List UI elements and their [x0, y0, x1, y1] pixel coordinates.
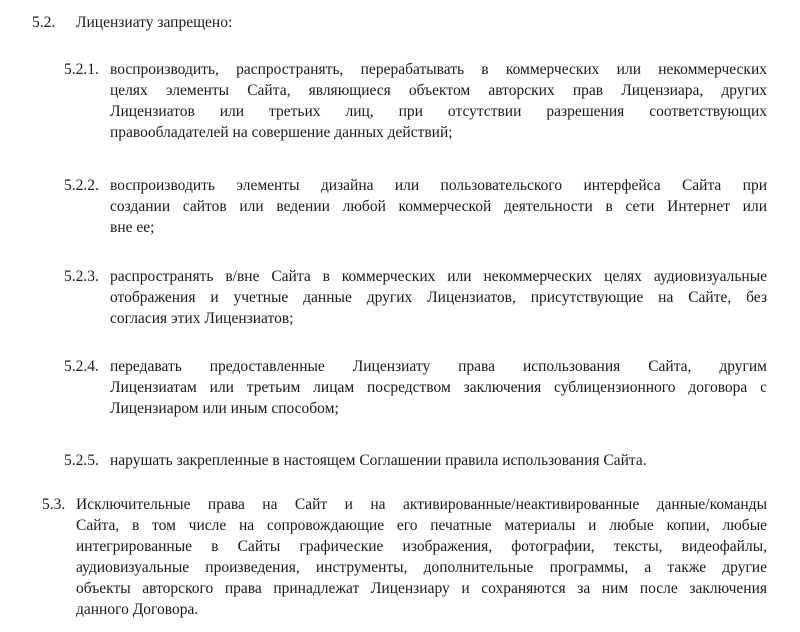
text-line: Исключительные права на Сайт и на активированные/неактивированные данные/команды [76, 496, 767, 513]
text-line: отображения и учетные данные других Лицензиатов, присутствующие на Сайте, без [110, 289, 767, 306]
text-line: правообладателей на совершение данных действий; [110, 124, 453, 141]
text-line: целях элементы Сайта, являющиеся объектом авторских прав Лицензиара, других [110, 82, 767, 99]
text-line: Сайта, в том числе на сопровождающие его печатные материалы и любые копии, любые [76, 517, 767, 534]
text-line: Лицензиатов или третьих лиц, при отсутствии разрешения соответствующих [110, 103, 767, 120]
text-line: воспроизводить, распространять, перерабатывать в коммерческих или некоммерческих [110, 61, 767, 78]
text-line: аудиовизуальные произведения, инструменты, дополнительные программы, а также другие [76, 559, 767, 576]
text-line: данного Договора. [76, 601, 199, 618]
list-item [110, 175, 767, 238]
item-number: 5.2.5. [64, 452, 99, 469]
list-item [110, 266, 767, 329]
section-number: 5.3. [42, 496, 66, 513]
item-number: 5.2.2. [64, 177, 99, 194]
text-line: интегрированные в Сайты графические изображения, фотографии, тексты, видеофайлы, [76, 538, 767, 555]
item-number: 5.2.1. [64, 61, 99, 78]
text-line: воспроизводить элементы дизайна или пользовательского интерфейса Сайта при [110, 177, 767, 194]
text-line: Лицензиаром или иным способом; [110, 400, 339, 417]
text-line: нарушать закрепленные в настоящем Соглашении правила использования Сайта. [110, 452, 647, 469]
text-line: вне ее; [110, 219, 155, 236]
text-line: передавать предоставленные Лицензиату права использования Сайта, другим [110, 358, 767, 375]
text-line: Лицензиатам или третьим лицам посредством заключения сублицензионного договора с [110, 379, 767, 396]
item-number: 5.2.3. [64, 268, 99, 285]
list-item [110, 356, 767, 419]
section-paragraph [76, 494, 767, 620]
list-item [110, 59, 767, 143]
text-line: объекты авторского права принадлежат Лицензиару и сохраняются за ним после заключения [76, 580, 767, 597]
section-number: 5.2. [32, 14, 56, 31]
text-line: создании сайтов или ведении любой коммерческой деятельности в сети Интернет или [110, 198, 767, 215]
text-line: распространять в/вне Сайта в коммерческих или некоммерческих целях аудиовизуальные [110, 268, 767, 285]
list-item [110, 450, 767, 471]
section-heading: Лицензиату запрещено: [76, 14, 233, 31]
item-number: 5.2.4. [64, 358, 99, 375]
text-line: согласия этих Лицензиатов; [110, 310, 294, 327]
